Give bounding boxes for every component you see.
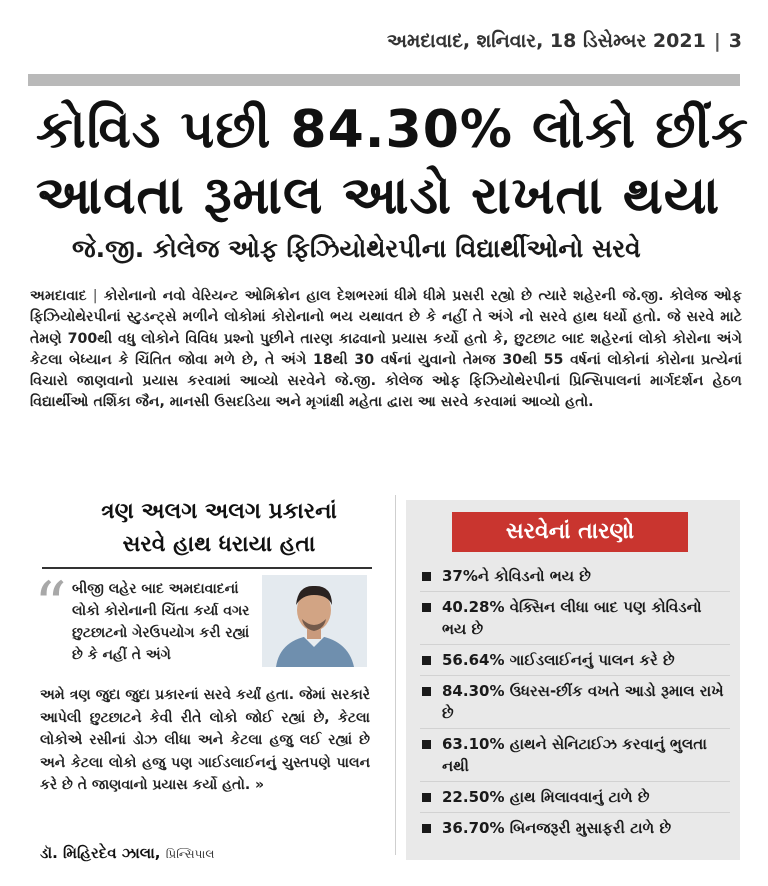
findings-title: સરવેનાં તારણો [452, 512, 688, 552]
column-title [34, 495, 404, 561]
finding-item: 22.50% હાથ મિલાવવાનું ટાળે છે [420, 786, 730, 813]
place-separator: | [92, 288, 98, 304]
dateline-place: અમદાવાદ [30, 288, 87, 304]
subheadline: જે.જી. કોલેજ ઓફ ફિઝિયોથેરપીના વિદ્યાર્થીઓનો સરવે [72, 234, 641, 263]
quote-text-top: બીજી લહેર બાદ અમદાવાદનાં લોકો કોરોનાની ચિંતા કર્યા વગર છુટછાટનો ગેરઉપયોગ કરી રહ્યાં છે કે નહીં તે અંગે [72, 581, 250, 663]
dateline [387, 30, 742, 52]
article-body-text: કોરોનાનો નવો વેરિયન્ટ ઓમિક્રોન હાલ દેશભરમાં ધીમે ધીમે પ્રસરી રહ્યો છે ત્યારે શહેરની જે.જી. કોલેજ ઓફ ફિઝિયોથેરપીનાં સ્ટુડન્ટ્સે મળીને લોકોમાં કોરોનાનો ભય યથાવત છે કે નહીં તે અંગે નો સરવે હાથ ધર્યો હતો. જે સરવે માટે તેમણે 700થી વધુ લોકોને વિવિધ પ્રશ્નો પુછીને તારણ કાઢવાનો પ્રયાસ કર્યો હતો કે, છુટછાટ બાદ શહેરનાં લોકો કોરોના અંગે કેટલા બેધ્યાન કે ચિંતિત જોવા મળે છે, તે અંગે 18થી 30 વર્ષનાં યુવાનો તેમજ 30થી 55 વર્ષનાં લોકોનાં કોરોના પ્રત્યેનાં વિચારો જાણવાનો પ્રયાસ કરવામાં આવ્યો સરવેને જે.જી. કોલેજ ઓફ ફિઝિયોથેરપીનાં પ્રિન્સિપાલનાં માર્ગદર્શન હેઠળ વિદ્યાર્થીઓ તર્શિકા જૈન, માનસી ઉસદડિયા અને મૃગાંક્ષી મહેતા દ્વારા આ સરવે કરવામાં આવ્યો હતો. [30, 288, 743, 411]
finding-item: 37%ને કોવિડનો ભય છે [420, 565, 730, 592]
dateline-text: અમદાવાદ, શનિવાર, 18 ડિસેમ્બર 2021 [386, 30, 706, 52]
quote-signature [40, 844, 214, 862]
author-photo-image [262, 575, 367, 667]
column-title-line-2: સરવે હાથ ધરાયા હતા [122, 532, 316, 557]
finding-item: 40.28% વેક્સિન લીધા બાદ પણ કોવિડનો ભય છે [420, 596, 730, 645]
page-number: 3 [728, 30, 742, 52]
finding-item: 36.70% બિનજરૂરી મુસાફરી ટાળે છે [420, 817, 730, 843]
column-title-line-1: ત્રણ અલગ અલગ પ્રકારનાં [101, 499, 337, 524]
finding-item: 63.10% હાથને સેનિટાઈઝ કરવાનું ભુલતા નથી [420, 733, 730, 782]
header-rule [28, 74, 740, 86]
author-name: ડૉ. મિહિરદેવ ઝાલા, [40, 844, 161, 862]
findings-list [420, 565, 730, 847]
headline-line-2: આવતા રૂમાલ આડો રાખતા થયા [36, 166, 721, 226]
quote-text-bottom: અમે ત્રણ જુદા જુદા પ્રકારનાં સરવે કર્યાં હતા. જેમાં સરકારે આપેલી છુટછાટને કેવી રીતે લોકો જોઈ રહ્યાં છે, કેટલા લોકોએ રસીનાં ડોઝ લીધા અને કેટલા હજુ લઈ રહ્યાં છે અને કેટલા લોકો હજુ પણ ગાઈડલાઈનનું ચુસ્તપણે પાલન કરે છે તે જાણવાનો પ્રયાસ કર્યો હતો. » [40, 687, 370, 793]
author-photo [262, 575, 367, 667]
author-role: પ્રિન્સિપાલ [165, 847, 215, 861]
headline-line-1: કોવિડ પછી 84.30% લોકો છીંક [36, 100, 750, 160]
article-body [30, 286, 742, 414]
finding-item: 84.30% ઉધરસ-છીંક વખતે આડો રૂમાલ રાખે છે [420, 680, 730, 729]
quote-mark-icon: “ [34, 569, 67, 643]
column-divider [395, 495, 396, 855]
finding-item: 56.64% ગાઈડલાઈનનું પાલન કરે છે [420, 649, 730, 676]
column-title-underline [42, 567, 372, 569]
dateline-separator: | [713, 30, 721, 52]
